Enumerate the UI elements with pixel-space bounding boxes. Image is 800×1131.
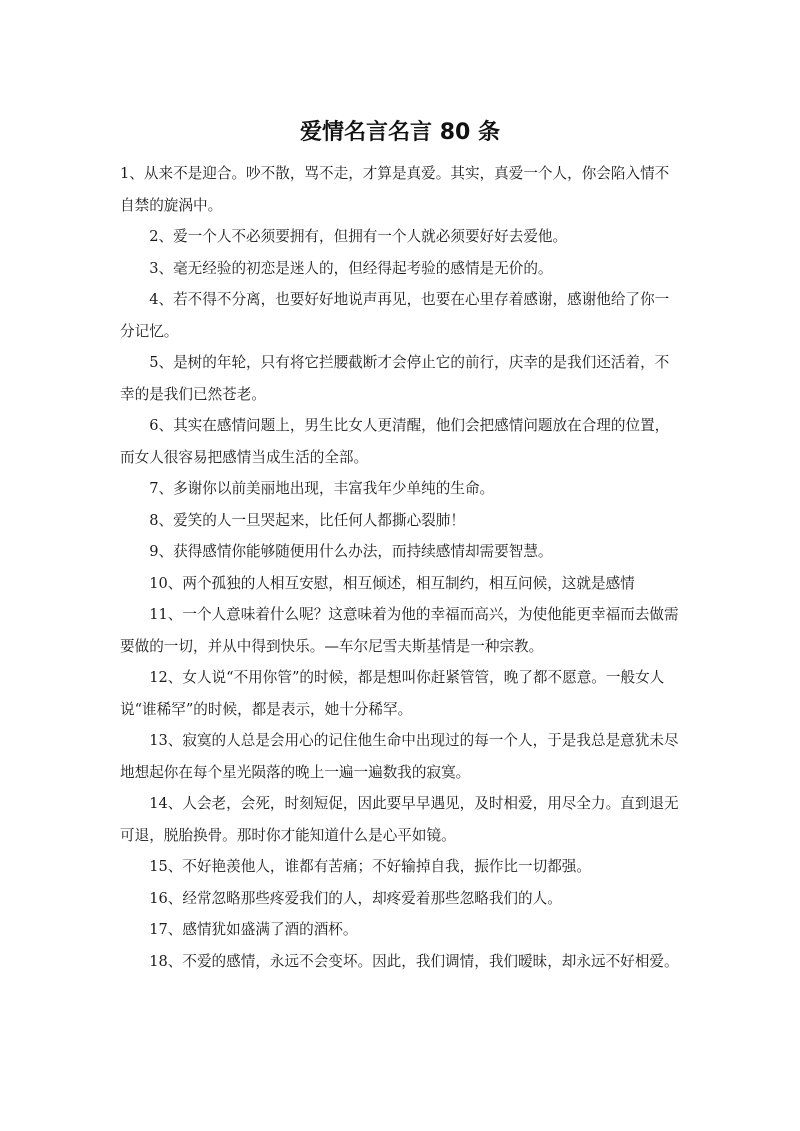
document-body [120, 158, 680, 977]
paragraph: 7、多谢你以前美丽地出现，丰富我年少单纯的生命。 [149, 480, 495, 497]
paragraph: 4、若不得不分离，也要好好地说声再见，也要在心里存着感谢，感谢他给了你一分记忆。 [120, 291, 670, 340]
paragraph: 18、不爱的感情，永远不会变坏。因此，我们调情，我们暧昧，却永远不好相爱。 [149, 952, 679, 970]
paragraph: 12、女人说“不用你管”的时候，都是想叫你赶紧管管，晚了都不愿意。一般女人说“谁稀罕”的时候，都是表示，她十分稀罕。 [120, 669, 665, 718]
paragraph: 6、其实在感情问题上，男生比女人更清醒，他们会把感情问题放在合理的位置，而女人很容易把感情当成生活的全部。 [120, 417, 670, 466]
paragraph: 15、不好艳羡他人，谁都有苦痛；不好输掉自我，振作比一切都强。 [149, 858, 591, 875]
paragraph: 2、爱一个人不必须要拥有，但拥有一个人就必须要好好去爱他。 [149, 228, 568, 245]
paragraph: 17、感情犹如盛满了酒的酒杯。 [149, 921, 358, 938]
paragraph: 5、是树的年轮，只有将它拦腰截断才会停止它的前行，庆幸的是我们还活着，不幸的是我们已然苍老。 [120, 354, 670, 403]
paragraph: 10、两个孤独的人相互安慰，相互倾述，相互制约，相互问候，这就是感情 [149, 574, 635, 592]
paragraph: 13、寂寞的人总是会用心的记住他生命中出现过的每一个人，于是我总是意犹未尽地想起你在每个星光陨落的晚上一遍一遍数我的寂寞。 [120, 732, 679, 781]
paragraph: 16、经常忽略那些疼爱我们的人，却疼爱着那些忽略我们的人。 [149, 889, 562, 907]
paragraph: 11、一个人意味着什么呢？这意味着为他的幸福而高兴，为使他能更幸福而去做需要做的一切，并从中得到快乐。—车尔尼雪夫斯基情是一种宗教。 [120, 606, 679, 655]
paragraph: 9、获得感情你能够随便用什么办法，而持续感情却需要智慧。 [149, 543, 553, 560]
paragraph: 14、人会老，会死，时刻短促，因此要早早遇见，及时相爱，用尽全力。直到退无可退，脱胎换骨。那时你才能知道什么是心平如镜。 [120, 795, 679, 844]
document-title: 爱情名言名言 80 条 [300, 120, 500, 145]
paragraph: 8、爱笑的人一旦哭起来，比任何人都撕心裂肺！ [149, 511, 465, 529]
paragraph: 1、从来不是迎合。吵不散，骂不走，才算是真爱。其实，真爱一个人，你会陷入情不自禁的旋涡中。 [120, 165, 670, 214]
paragraph: 3、毫无经验的初恋是迷人的，但经得起考验的感情是无价的。 [149, 259, 553, 277]
